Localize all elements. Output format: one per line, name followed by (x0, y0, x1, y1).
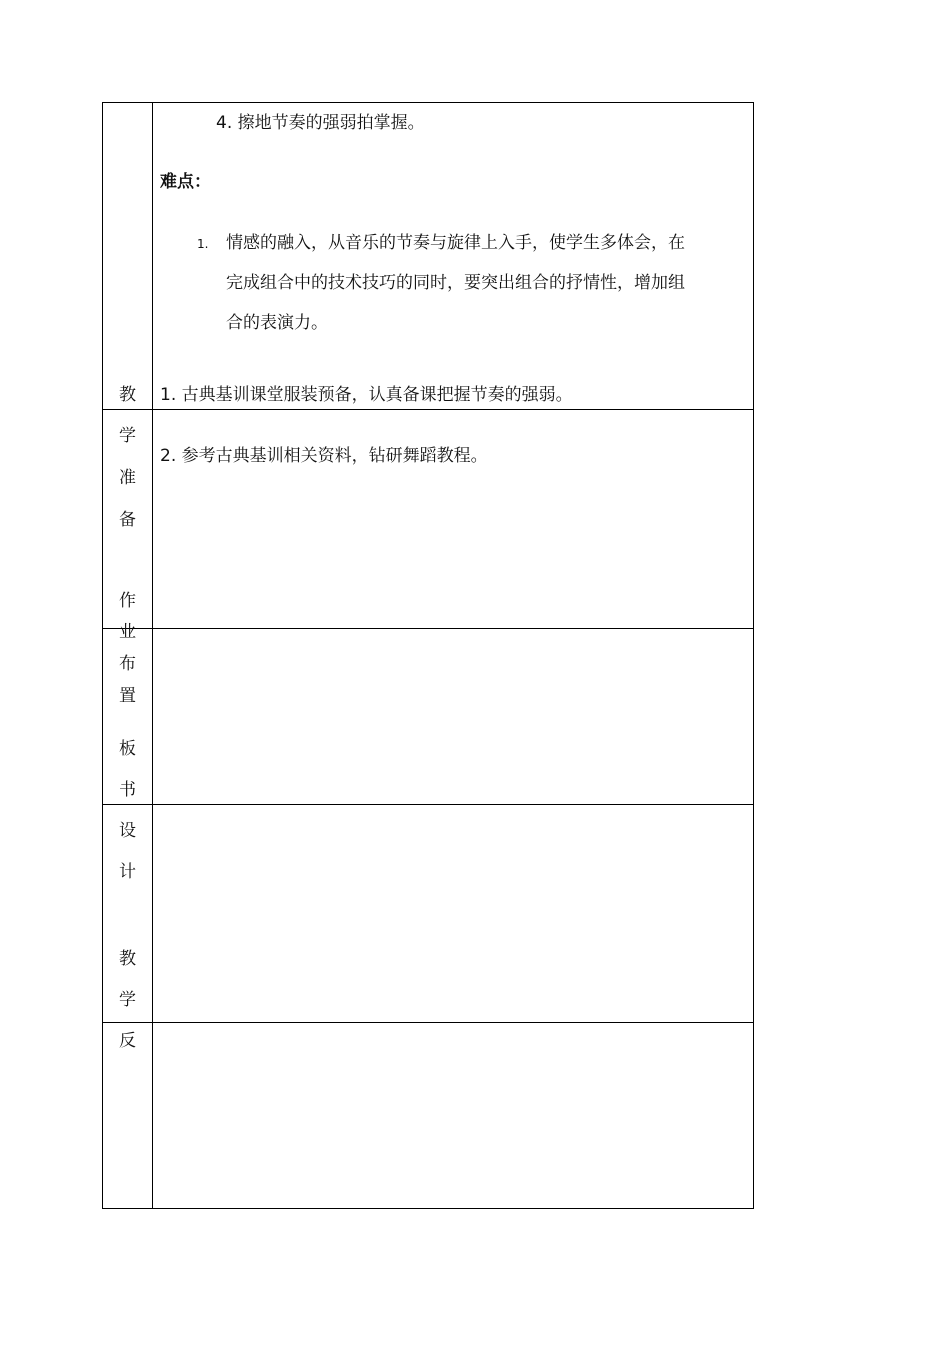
prep-item-1: 1. 古典基训课堂服装预备，认真备课把握节奏的强弱。 (160, 385, 573, 405)
label-char: 作 (119, 591, 136, 611)
label-char: 计 (119, 862, 136, 882)
label-char: 设 (119, 821, 136, 841)
label-char: 教 (119, 949, 136, 969)
key-point-item-4: 4. 擦地节奏的强弱拍掌握。 (216, 113, 425, 133)
difficulty-line-2: 完成组合中的技术技巧的同时，要突出组合的抒情性，增加组 (226, 273, 685, 293)
label-char: 反 (119, 1031, 136, 1051)
row-divider (102, 804, 754, 805)
label-char: 业 (119, 622, 136, 642)
difficulty-line-3: 合的表演力。 (226, 313, 328, 333)
label-char: 布 (119, 654, 136, 674)
label-char: 备 (119, 510, 136, 530)
prep-item-2: 2. 参考古典基训相关资料，钻研舞蹈教程。 (160, 446, 488, 466)
label-char: 板 (119, 739, 136, 759)
difficulty-number: 1. (197, 237, 209, 251)
difficulty-heading: 难点： (160, 172, 211, 192)
row-divider (102, 628, 754, 629)
row-divider (102, 409, 754, 410)
label-char: 学 (119, 426, 136, 446)
label-char: 准 (119, 468, 136, 488)
label-char: 书 (119, 780, 136, 800)
label-char: 教 (119, 385, 136, 405)
difficulty-line-1: 情感的融入，从音乐的节奏与旋律上入手，使学生多体会，在 (226, 233, 685, 253)
label-char: 置 (119, 686, 136, 706)
row-divider (102, 1022, 754, 1023)
lesson-plan-table (102, 102, 754, 1209)
label-char: 学 (119, 990, 136, 1010)
